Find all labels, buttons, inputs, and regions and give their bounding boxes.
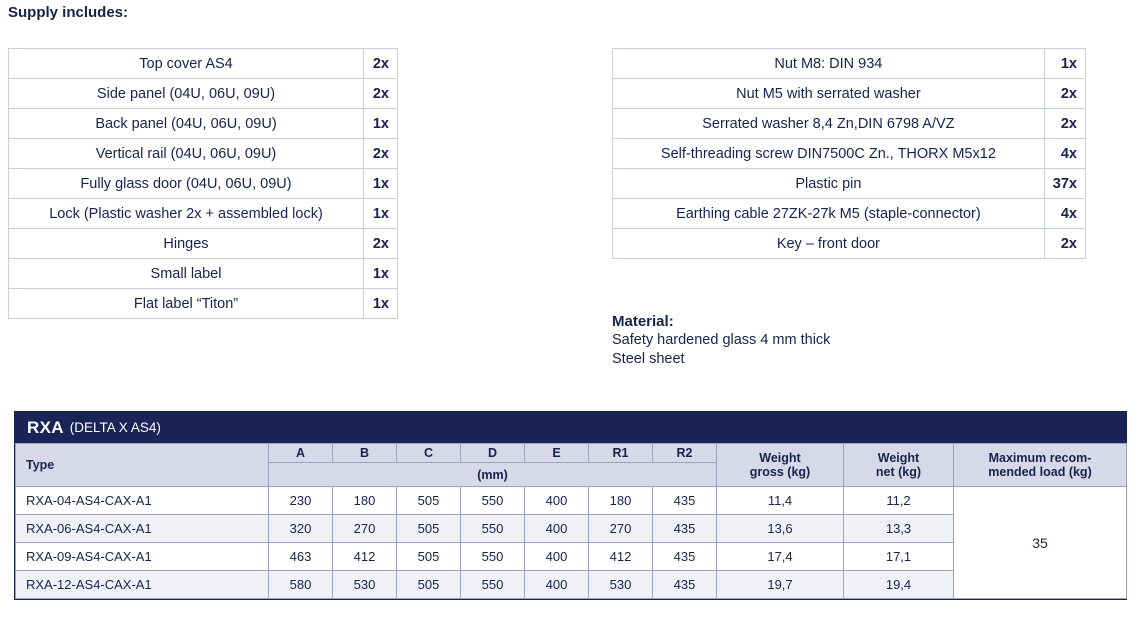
cell-weight-gross: 19,7	[717, 571, 844, 599]
cell-d: 550	[461, 543, 525, 571]
material-block	[612, 312, 830, 368]
supply-left-item-qty: 1x	[364, 259, 398, 289]
supply-left-item-label: Small label	[9, 259, 364, 289]
cell-type: RXA-06-AS4-CAX-A1	[16, 515, 269, 543]
supply-right-row	[613, 229, 1086, 259]
specification-table	[14, 411, 1127, 600]
col-weight-gross	[717, 444, 844, 487]
col-weight-net-line2: net (kg)	[875, 465, 922, 480]
supply-left-row	[9, 79, 398, 109]
supply-left-item-qty: 1x	[364, 199, 398, 229]
col-weight-gross-line1: Weight	[759, 450, 801, 465]
cell-b: 412	[333, 543, 397, 571]
cell-d: 550	[461, 515, 525, 543]
cell-r2: 435	[653, 487, 717, 515]
supply-left-item-label: Lock (Plastic washer 2x + assembled lock)	[9, 199, 364, 229]
cell-r1: 530	[589, 571, 653, 599]
supply-left-item-qty: 2x	[364, 49, 398, 79]
supply-left-item-qty: 1x	[364, 109, 398, 139]
col-c: C	[397, 444, 461, 463]
supply-right-item-qty: 2x	[1044, 109, 1085, 139]
cell-d: 550	[461, 487, 525, 515]
cell-r1: 270	[589, 515, 653, 543]
table-row	[16, 487, 1127, 515]
supply-left-item-label: Hinges	[9, 229, 364, 259]
cell-c: 505	[397, 515, 461, 543]
cell-weight-gross: 17,4	[717, 543, 844, 571]
supply-includes-title: Supply includes:	[8, 4, 129, 21]
supply-left-item-label: Fully glass door (04U, 06U, 09U)	[9, 169, 364, 199]
spec-header-row	[16, 444, 1127, 463]
supply-right-item-label: Plastic pin	[613, 169, 1045, 199]
col-weight-net	[844, 444, 954, 487]
supply-list-right	[612, 48, 1086, 259]
unit-mm: (mm)	[269, 463, 717, 487]
cell-e: 400	[525, 571, 589, 599]
material-line-2: Steel sheet	[612, 350, 685, 367]
col-r1: R1	[589, 444, 653, 463]
supply-right-row	[613, 169, 1086, 199]
cell-c: 505	[397, 543, 461, 571]
col-max-load	[954, 444, 1127, 487]
cell-a: 320	[269, 515, 333, 543]
supply-left-item-label: Side panel (04U, 06U, 09U)	[9, 79, 364, 109]
cell-a: 230	[269, 487, 333, 515]
supply-left-item-label: Flat label “Titon”	[9, 289, 364, 319]
cell-r2: 435	[653, 515, 717, 543]
supply-left-row	[9, 199, 398, 229]
col-type: Type	[16, 444, 269, 487]
supply-right-row	[613, 109, 1086, 139]
supply-right-row	[613, 139, 1086, 169]
supply-left-row	[9, 109, 398, 139]
supply-left-row	[9, 229, 398, 259]
supply-left-row	[9, 139, 398, 169]
supply-left-row	[9, 289, 398, 319]
cell-weight-gross: 13,6	[717, 515, 844, 543]
cell-type: RXA-04-AS4-CAX-A1	[16, 487, 269, 515]
cell-weight-net: 19,4	[844, 571, 954, 599]
cell-weight-net: 17,1	[844, 543, 954, 571]
col-d: D	[461, 444, 525, 463]
supply-left-item-label: Back panel (04U, 06U, 09U)	[9, 109, 364, 139]
supply-right-item-label: Serrated washer 8,4 Zn,DIN 6798 A/VZ	[613, 109, 1045, 139]
supply-left-row	[9, 169, 398, 199]
col-weight-gross-line2: gross (kg)	[749, 465, 811, 480]
col-a: A	[269, 444, 333, 463]
col-e: E	[525, 444, 589, 463]
cell-b: 530	[333, 571, 397, 599]
cell-c: 505	[397, 571, 461, 599]
cell-e: 400	[525, 515, 589, 543]
supply-right-row	[613, 49, 1086, 79]
cell-b: 270	[333, 515, 397, 543]
cell-e: 400	[525, 543, 589, 571]
cell-c: 505	[397, 487, 461, 515]
supply-right-item-label: Nut M5 with serrated washer	[613, 79, 1045, 109]
supply-left-item-label: Top cover AS4	[9, 49, 364, 79]
supply-left-row	[9, 259, 398, 289]
supply-right-row	[613, 79, 1086, 109]
supply-left-row	[9, 49, 398, 79]
supply-right-item-qty: 4x	[1044, 199, 1085, 229]
cell-d: 550	[461, 571, 525, 599]
supply-right-item-qty: 37x	[1044, 169, 1085, 199]
material-title: Material:	[612, 313, 674, 330]
supply-list-left	[8, 48, 398, 319]
cell-weight-net: 13,3	[844, 515, 954, 543]
cell-weight-gross: 11,4	[717, 487, 844, 515]
spec-table-header	[15, 412, 1126, 443]
cell-max-load: 35	[954, 487, 1127, 599]
cell-type: RXA-09-AS4-CAX-A1	[16, 543, 269, 571]
cell-type: RXA-12-AS4-CAX-A1	[16, 571, 269, 599]
col-weight-net-line1: Weight	[877, 450, 920, 465]
cell-e: 400	[525, 487, 589, 515]
col-max-load-line2: mended load (kg)	[988, 465, 1092, 480]
supply-left-item-qty: 1x	[364, 289, 398, 319]
spec-code: RXA	[27, 417, 64, 437]
spec-data-table	[15, 443, 1127, 599]
col-r2: R2	[653, 444, 717, 463]
col-b: B	[333, 444, 397, 463]
supply-left-item-qty: 1x	[364, 169, 398, 199]
supply-left-item-qty: 2x	[364, 79, 398, 109]
supply-left-item-qty: 2x	[364, 139, 398, 169]
supply-right-row	[613, 199, 1086, 229]
material-line-1: Safety hardened glass 4 mm thick	[612, 332, 831, 349]
spec-description: (DELTA X AS4)	[69, 420, 161, 435]
supply-right-item-label: Self-threading screw DIN7500C Zn., THORX M5x12	[613, 139, 1045, 169]
supply-right-item-qty: 4x	[1044, 139, 1085, 169]
supply-right-item-qty: 2x	[1044, 229, 1085, 259]
cell-a: 580	[269, 571, 333, 599]
cell-r2: 435	[653, 571, 717, 599]
cell-r2: 435	[653, 543, 717, 571]
supply-right-item-label: Key – front door	[613, 229, 1045, 259]
cell-a: 463	[269, 543, 333, 571]
cell-weight-net: 11,2	[844, 487, 954, 515]
supply-right-item-qty: 2x	[1044, 79, 1085, 109]
supply-left-item-label: Vertical rail (04U, 06U, 09U)	[9, 139, 364, 169]
supply-right-item-label: Earthing cable 27ZK-27k M5 (staple-connector)	[613, 199, 1045, 229]
cell-b: 180	[333, 487, 397, 515]
supply-right-item-qty: 1x	[1044, 49, 1085, 79]
cell-r1: 412	[589, 543, 653, 571]
cell-r1: 180	[589, 487, 653, 515]
supply-left-item-qty: 2x	[364, 229, 398, 259]
col-max-load-line1: Maximum recom-	[988, 450, 1092, 465]
supply-right-item-label: Nut M8: DIN 934	[613, 49, 1045, 79]
